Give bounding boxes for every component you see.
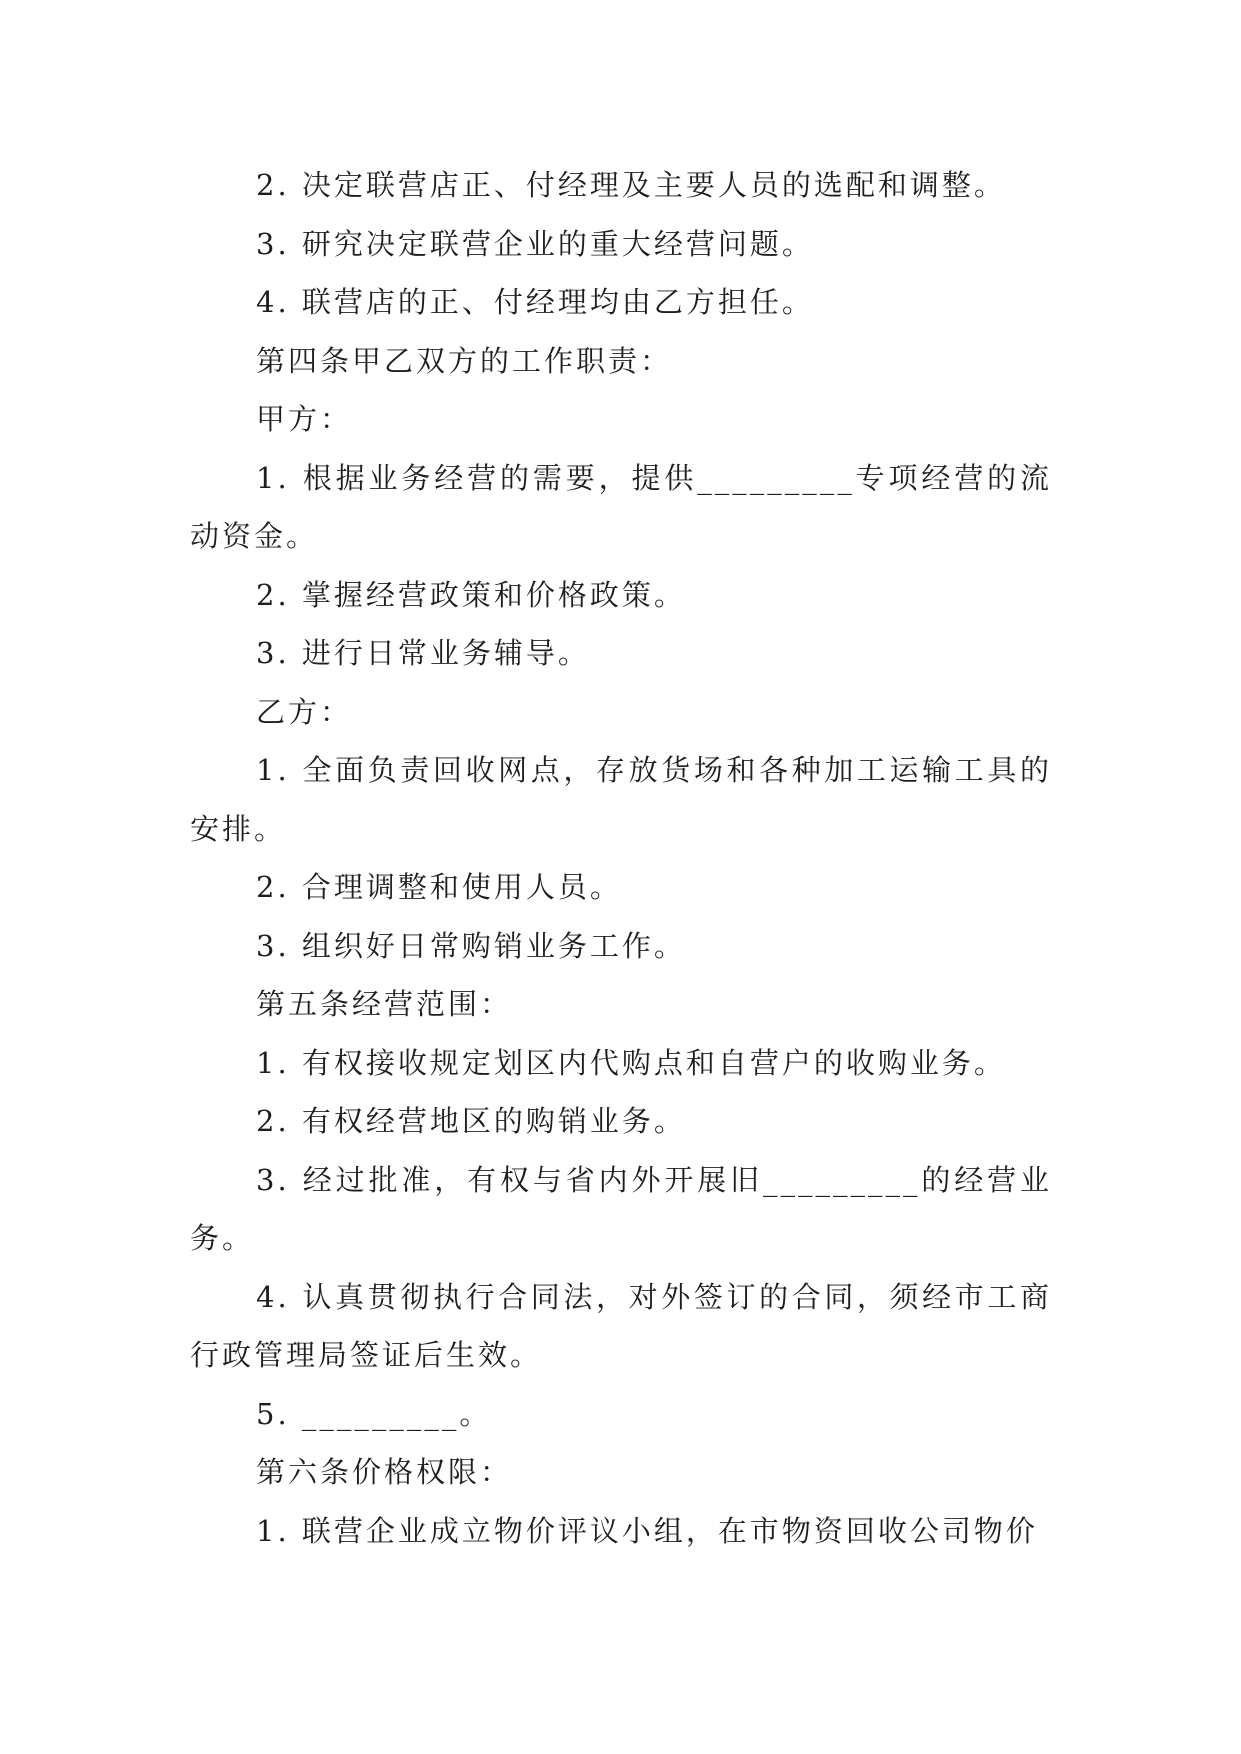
party-b-item-2: 2. 合理调整和使用人员。 <box>256 870 622 904</box>
scope-item-1: 1. 有权接收规定划区内代购点和自营户的收购业务。 <box>256 1045 1006 1080</box>
paragraph-2: 3. 研究决定联营企业的重大经营问题。 <box>256 226 814 261</box>
scope-item-5: 5. _________。 <box>256 1396 492 1431</box>
party-b-item-3: 3. 组织好日常购销业务工作。 <box>256 928 686 963</box>
party-a-item-2: 2. 掌握经营政策和价格政策。 <box>256 577 686 612</box>
scope-item-3: 3. 经过批准，有权与省内外开展旧_________的经营业务。 <box>190 1162 1052 1255</box>
party-a-item-3: 3. 进行日常业务辅导。 <box>256 636 590 670</box>
price-item-1: 1. 联营企业成立物价评议小组，在市物资回收公司物价 <box>256 1513 1038 1548</box>
party-a-heading: 甲方： <box>256 402 353 436</box>
contract-body <box>190 156 1052 1560</box>
section-heading-5: 第五条经营范围： <box>256 987 513 1021</box>
scope-item-4: 4. 认真贯彻执行合同法，对外签订的合同，须经市工商行政管理局签证后生效。 <box>190 1279 1052 1372</box>
section-heading-6: 第六条价格权限： <box>256 1455 513 1489</box>
section-heading-4: 第四条甲乙双方的工作职责： <box>256 343 673 378</box>
paragraph-1: 2. 决定联营店正、付经理及主要人员的选配和调整。 <box>256 168 1006 202</box>
party-b-heading: 乙方： <box>256 694 353 729</box>
party-a-item-1: 1. 根据业务经营的需要，提供_________专项经营的流动资金。 <box>190 460 1052 553</box>
scope-item-2: 2. 有权经营地区的购销业务。 <box>256 1104 686 1138</box>
paragraph-3: 4. 联营店的正、付经理均由乙方担任。 <box>256 285 814 319</box>
party-b-item-1: 1. 全面负责回收网点，存放货场和各种加工运输工具的安排。 <box>190 753 1052 846</box>
